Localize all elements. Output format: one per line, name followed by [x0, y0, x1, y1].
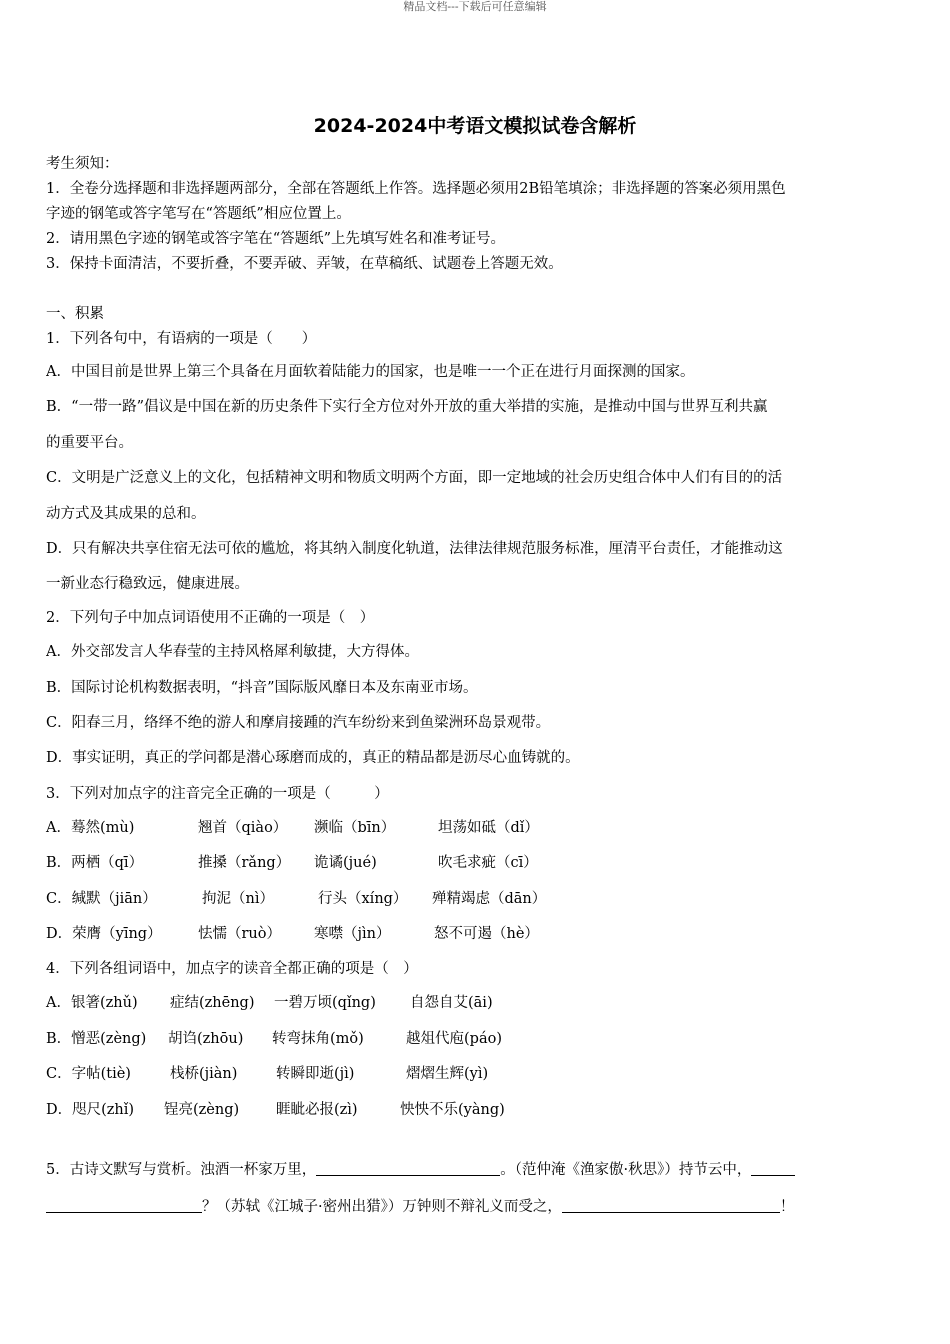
- notice-item-1-line-2: 字迹的钢笔或答字笔写在“答题纸”相应位置上。: [46, 206, 351, 222]
- question-2-option-a: A．外交部发言人华春莹的主持风格犀利敏捷，大方得体。: [46, 644, 419, 660]
- notice-item-1-line-1: 1．全卷分选择题和非选择题两部分，全部在答题纸上作答。选择题必须用2B铅笔填涂；非选择题的答案必须用黑色: [46, 181, 786, 197]
- q3-a-word-1: A．蓦然(mù): [46, 820, 135, 836]
- q5-text-3: ？（苏轼《江城子·密州出猎》）万钟则不辩礼义而受之，: [202, 1199, 562, 1215]
- q5-text-1: 5．古诗文默写与赏析。浊酒一杯家万里，: [46, 1162, 317, 1178]
- question-1-option-c-line-1: C．文明是广泛意义上的文化，包括精神文明和物质文明两个方面，即一定地域的社会历史组合体中人们有目的的活: [46, 470, 783, 486]
- question-1-stem: 1．下列各句中，有语病的一项是（ ）: [46, 331, 317, 347]
- notice-item-2: 2．请用黑色字迹的钢笔或答字笔在“答题纸”上先填写姓名和准考证号。: [46, 231, 506, 247]
- page-header: 精品文档---下载后可任意编辑: [403, 0, 547, 13]
- question-1-option-d-line-1: D．只有解决共享住宿无法可依的尴尬，将其纳入制度化轨道，法律法律规范服务标准，厘清平台责任，才能推动这: [46, 541, 783, 557]
- q3-a-word-3: 濒临（bīn）: [314, 820, 396, 836]
- q4-b-word-2: 胡诌(zhōu): [168, 1031, 244, 1047]
- q4-a-word-4: 自怨自艾(āi): [410, 995, 493, 1011]
- q4-b-word-4: 越俎代庖(páo): [406, 1031, 502, 1047]
- q4-c-word-3: 转瞬即逝(jì): [276, 1066, 355, 1082]
- question-2-option-d: D．事实证明，真正的学问都是潜心琢磨而成的，真正的精品都是沥尽心血铸就的。: [46, 750, 580, 766]
- q4-d-word-2: 锃亮(zèng): [164, 1102, 240, 1118]
- q5-text-2: 。（范仲淹《渔家傲·秋思》）持节云中，: [500, 1162, 752, 1178]
- question-1-option-d-line-2: 一新业态行稳致远，健康进展。: [46, 576, 249, 592]
- question-5-line-2: [46, 1195, 794, 1216]
- q4-c-word-2: 栈桥(jiàn): [170, 1066, 238, 1082]
- q3-c-word-3: 行头（xíng）: [318, 891, 408, 907]
- page-title: 2024-2024中考语文模拟试卷含解析: [313, 115, 637, 137]
- q3-b-word-3: 诡谲(jué): [314, 855, 377, 871]
- q3-c-word-1: C．缄默（jiān）: [46, 891, 157, 907]
- question-2-option-b: B．国际讨论机构数据表明，“抖音”国际版风靡日本及东南亚市场。: [46, 680, 478, 696]
- q4-a-word-3: 一碧万顷(qǐng): [274, 995, 376, 1011]
- question-4-stem: 4．下列各组词语中，加点字的读音全都正确的项是（ ）: [46, 961, 418, 977]
- question-3-option-d: [46, 922, 904, 942]
- answer-blank-2-start[interactable]: [751, 1161, 795, 1176]
- question-2-option-c: C．阳春三月，络绎不绝的游人和摩肩接踵的汽车纷纷来到鱼梁洲环岛景观带。: [46, 715, 551, 731]
- question-4-option-d: [46, 1098, 904, 1118]
- question-3-option-c: [46, 887, 904, 907]
- question-1-option-c-line-2: 动方式及其成果的总和。: [46, 506, 206, 522]
- answer-blank-3[interactable]: [562, 1198, 780, 1213]
- q3-c-word-2: 拘泥（nì）: [202, 891, 274, 907]
- q3-a-word-4: 坦荡如砥（dǐ）: [438, 820, 539, 836]
- q3-a-word-2: 翘首（qiào）: [198, 820, 288, 836]
- question-3-stem: 3．下列对加点字的注音完全正确的一项是（ ）: [46, 786, 389, 802]
- q4-d-word-1: D．咫尺(zhǐ): [46, 1102, 135, 1118]
- q4-a-word-1: A．银箸(zhǔ): [46, 995, 138, 1011]
- question-3-option-a: [46, 816, 904, 836]
- q4-b-word-1: B．憎恶(zèng): [46, 1031, 147, 1047]
- notice-item-3: 3．保持卡面清洁，不要折叠，不要弄破、弄皱，在草稿纸、试题卷上答题无效。: [46, 256, 563, 272]
- q4-d-word-3: 睚眦必报(zì): [276, 1102, 358, 1118]
- answer-blank-2-end[interactable]: [46, 1198, 202, 1213]
- section-heading: 一、积累: [46, 306, 104, 322]
- q3-c-word-4: 殚精竭虑（dān）: [432, 891, 547, 907]
- question-4-option-b: [46, 1027, 904, 1047]
- notice-heading: 考生须知：: [46, 156, 119, 172]
- question-1-option-b-line-2: 的重要平台。: [46, 435, 133, 451]
- q4-a-word-2: 症结(zhēng): [170, 995, 255, 1011]
- answer-blank-1[interactable]: [316, 1161, 500, 1176]
- q3-d-word-3: 寒噤（jìn）: [314, 926, 391, 942]
- question-2-stem: 2．下列句子中加点词语使用不正确的一项是（ ）: [46, 610, 375, 626]
- q3-b-word-4: 吹毛求疵（cī）: [438, 855, 538, 871]
- question-1-option-a: A．中国目前是世界上第三个具备在月面软着陆能力的国家，也是唯一一个正在进行月面探测的国家。: [46, 364, 695, 380]
- q3-d-word-4: 怒不可遏（hè）: [434, 926, 539, 942]
- question-4-option-a: [46, 991, 904, 1011]
- question-1-option-b-line-1: B．“一带一路”倡议是中国在新的历史条件下实行全方位对外开放的重大举措的实施，是推动中国与世界互利共赢: [46, 399, 768, 415]
- question-4-option-c: [46, 1062, 904, 1082]
- q3-b-word-2: 推搡（rǎng）: [198, 855, 291, 871]
- q4-b-word-3: 转弯抹角(mǒ): [272, 1031, 364, 1047]
- q4-c-word-1: C．字帖(tiè): [46, 1066, 131, 1082]
- question-3-option-b: [46, 851, 904, 871]
- q4-d-word-4: 怏怏不乐(yàng): [400, 1102, 505, 1118]
- q3-b-word-1: B．两栖（qī）: [46, 855, 144, 871]
- q4-c-word-4: 熠熠生辉(yì): [406, 1066, 489, 1082]
- q3-d-word-1: D．荣膺（yīng）: [46, 926, 162, 942]
- question-5-line-1: [46, 1158, 795, 1179]
- q5-text-4: ！: [779, 1199, 795, 1215]
- q3-d-word-2: 怯懦（ruò）: [198, 926, 281, 942]
